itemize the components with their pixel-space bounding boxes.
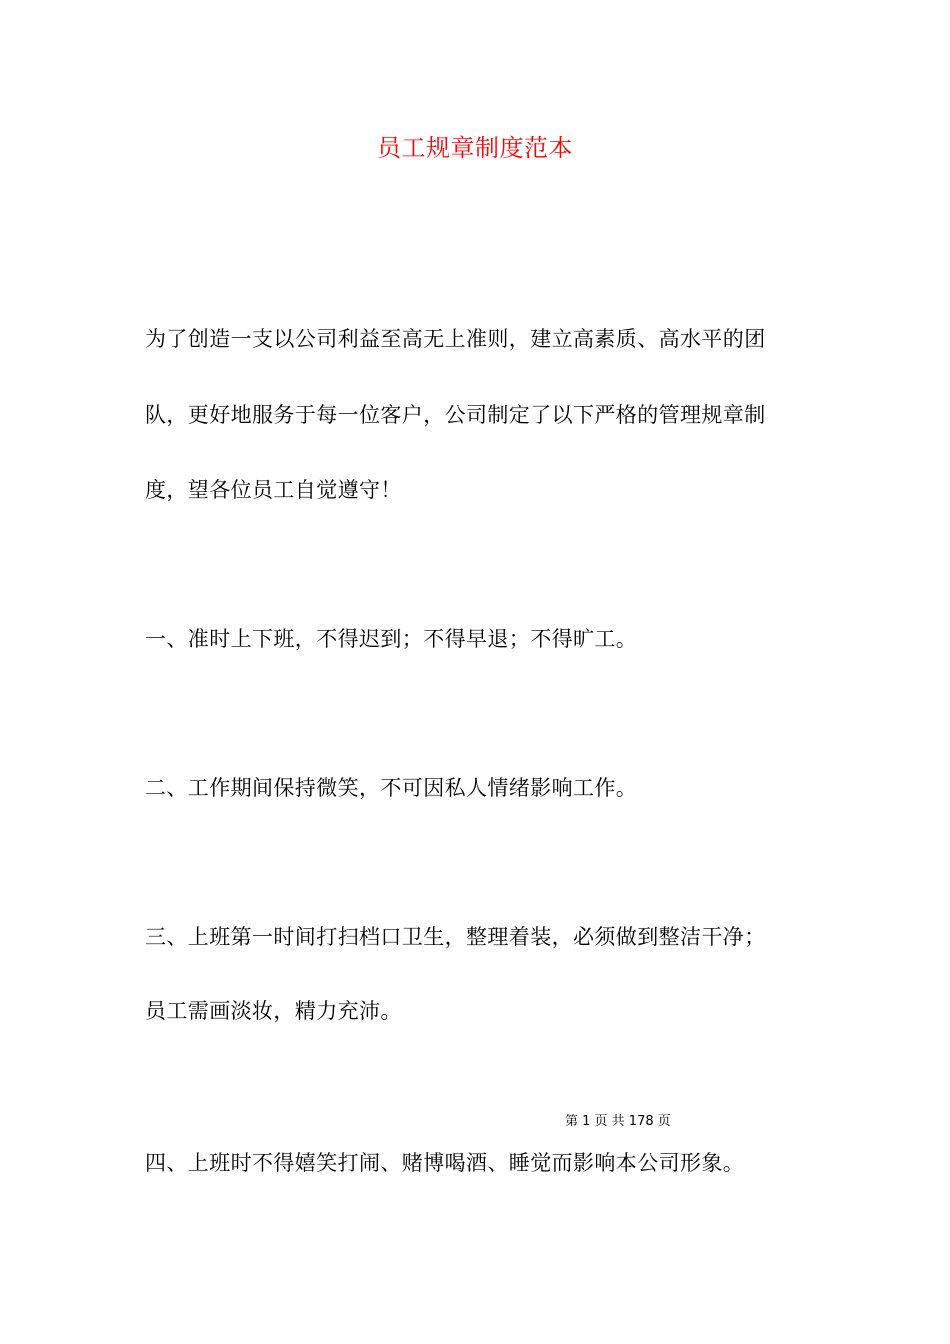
intro-line-3: 度，望各位员工自觉遵守！ — [145, 478, 402, 502]
rule-3-line-1: 三、上班第一时间打扫档口卫生，整理着装，必须做到整洁干净； — [145, 925, 766, 949]
page-number-footer: 第 1 页 共 178 页 — [565, 1114, 671, 1129]
intro-line-1: 为了创造一支以公司利益至高无上准则，建立高素质、高水平的团 — [145, 327, 766, 351]
document-title: 员工规章制度范本 — [377, 134, 573, 162]
rule-2-line-1: 二、工作期间保持微笑，不可因私人情绪影响工作。 — [145, 776, 638, 800]
rule-4-line-1: 四、上班时不得嬉笑打闹、赌博喝酒、睡觉而影响本公司形象。 — [145, 1151, 745, 1175]
rule-1-line-1: 一、准时上下班，不得迟到；不得早退；不得旷工。 — [145, 627, 638, 651]
intro-line-2: 队，更好地服务于每一位客户，公司制定了以下严格的管理规章制 — [145, 403, 766, 427]
rule-3-line-2: 员工需画淡妆，精力充沛。 — [145, 999, 402, 1023]
